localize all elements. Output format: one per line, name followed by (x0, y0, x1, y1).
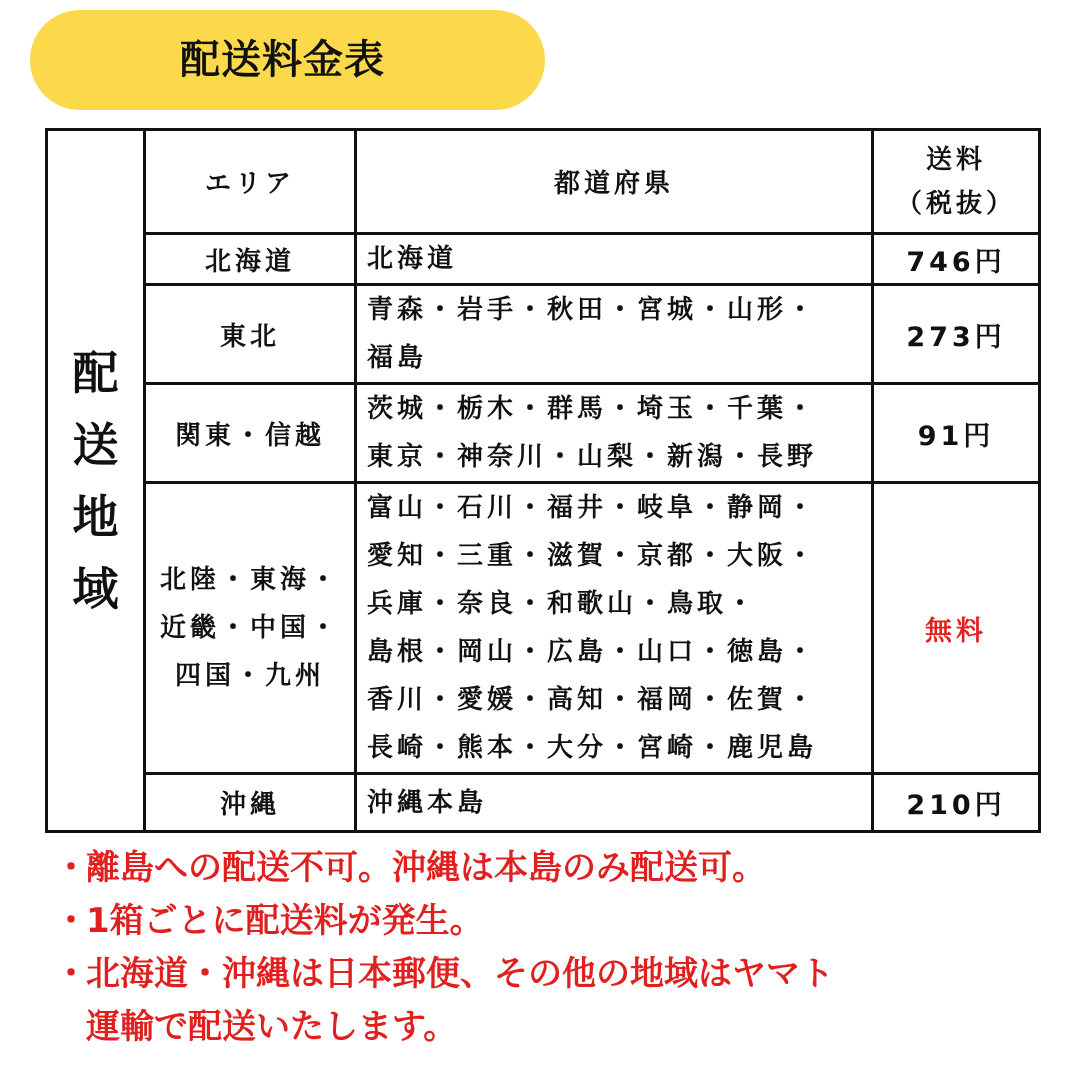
table-row (47, 483, 1040, 774)
area-cell: 関東・信越 (145, 384, 356, 483)
table-row (47, 384, 1040, 483)
note-bullet: ・ (54, 954, 88, 994)
title-banner (30, 10, 545, 110)
shipping-fee-table (45, 128, 1041, 833)
fee-cell-free: 無料 (873, 483, 1040, 774)
fee-cell: 91円 (873, 384, 1040, 483)
table-header-row (47, 130, 1040, 234)
header-fee: 送料 （税抜） (873, 130, 1040, 234)
note-item: ・ 1箱ごとに配送料が発生。 (50, 895, 1050, 948)
prefectures-cell: 沖縄本島 (356, 774, 873, 832)
area-cell: 北陸・東海・ 近畿・中国・ 四国・九州 (145, 483, 356, 774)
notes-list (50, 842, 1050, 1054)
table-row (47, 234, 1040, 285)
header-prefectures: 都道府県 (356, 130, 873, 234)
fee-cell: 746円 (873, 234, 1040, 285)
fee-cell: 210円 (873, 774, 1040, 832)
area-cell: 北海道 (145, 234, 356, 285)
prefectures-cell: 青森・岩手・秋田・宮城・山形・ 福島 (356, 285, 873, 384)
header-area: エリア (145, 130, 356, 234)
delivery-region-label: 配 送 地 域 (47, 130, 145, 832)
prefectures-cell: 茨城・栃木・群馬・埼玉・千葉・ 東京・神奈川・山梨・新潟・長野 (356, 384, 873, 483)
prefectures-cell: 北海道 (356, 234, 873, 285)
fee-cell: 273円 (873, 285, 1040, 384)
note-item: ・ 離島への配送不可。沖縄は本島のみ配送可。 (50, 842, 1050, 895)
note-bullet: ・ (54, 901, 88, 941)
table-row (47, 285, 1040, 384)
table-row (47, 774, 1040, 832)
prefectures-cell: 富山・石川・福井・岐阜・静岡・ 愛知・三重・滋賀・京都・大阪・ 兵庫・奈良・和歌山・鳥取・ 島根・岡山・広島・山口・徳島・ 香川・愛媛・高知・福岡・佐賀・ 長崎・熊本・大分・宮崎・鹿児島 (356, 483, 873, 774)
page-title: 配送料金表 (180, 37, 385, 83)
note-bullet: ・ (54, 848, 88, 888)
area-cell: 沖縄 (145, 774, 356, 832)
area-cell: 東北 (145, 285, 356, 384)
note-item: ・ 北海道・沖縄は日本郵便、その他の地域はヤマト 運輸で配送いたします。 (50, 948, 1050, 1054)
